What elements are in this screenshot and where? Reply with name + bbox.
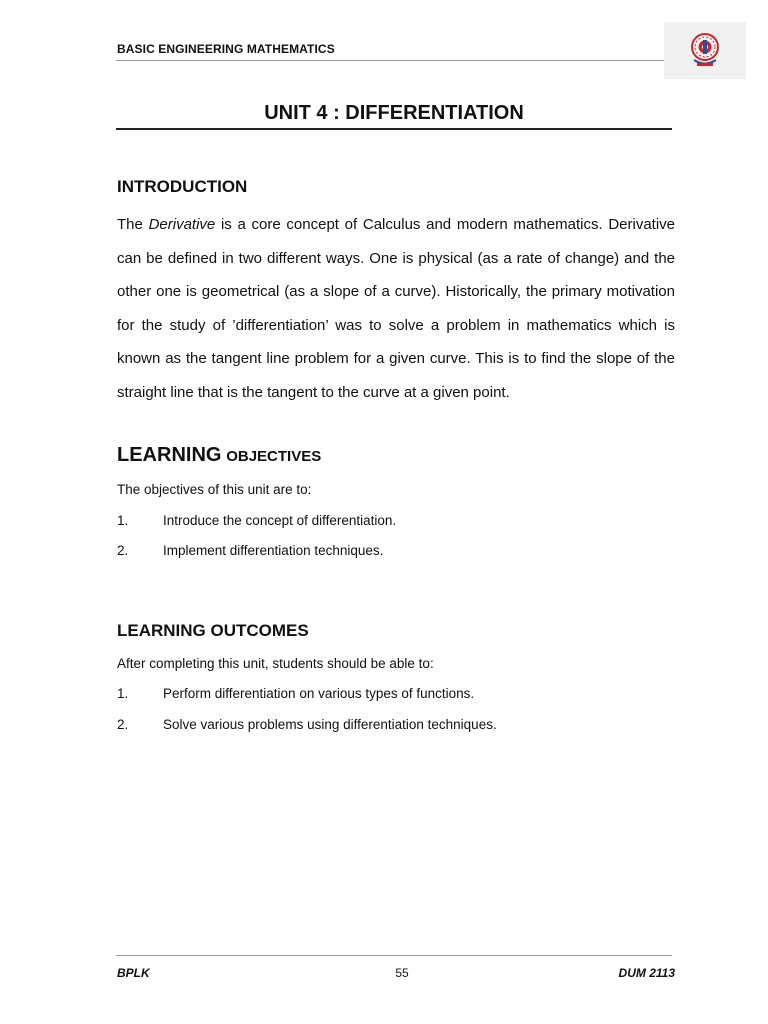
outcomes-list-item [117,717,497,732]
page-number: 55 [395,966,409,980]
institution-crest-icon [688,30,722,70]
intro-emphasis: Derivative [148,216,216,233]
unit-title: UNIT 4 : DIFFERENTIATION [264,102,524,124]
list-item-number: 1. [117,686,129,701]
objectives-list-item [117,513,396,528]
list-item-number: 1. [117,513,129,528]
intro-text-before: The [117,216,149,233]
introduction-paragraph [117,208,675,410]
list-item-text: Perform differentiation on various types of functions. [163,686,475,701]
outcomes-heading: LEARNING OUTCOMES [117,621,309,640]
objectives-list-item [117,543,383,558]
outcomes-lead: After completing this unit, students should be able to: [117,656,434,671]
objectives-heading-small: OBJECTIVES [226,448,322,465]
list-item-number: 2. [117,717,129,732]
footer-rule [116,955,672,956]
footer-left-label: BPLK [117,966,150,980]
list-item-text: Implement differentiation techniques. [163,543,384,558]
objectives-heading [117,444,321,467]
list-item-text: Introduce the concept of differentiation. [163,513,397,528]
unit-title-rule [116,128,672,130]
outcomes-list-item [117,686,474,701]
header-title: BASIC ENGINEERING MATHEMATICS [117,42,335,56]
list-item-number: 2. [117,543,129,558]
header-rule [116,60,672,61]
list-item-text: Solve various problems using differentiation techniques. [163,717,497,732]
intro-text-after: is a core concept of Calculus and modern mathematics. Derivative can be defined in two different ways. One is physical (as a rate of change) and the other one is geometrical (as a slope of a curve). Historically, the primary motivation for the study of ’differentiation’ was to solve a problem in mathematics which is known as the tangent line problem for a given curve. This is to find the slope of the straight line that is the tangent to the curve at a given point. [117,216,676,401]
objectives-heading-big: LEARNING [117,444,222,466]
objectives-lead: The objectives of this unit are to: [117,482,312,497]
logo [664,22,746,79]
introduction-heading: INTRODUCTION [117,177,248,196]
footer-course-code: DUM 2113 [618,966,675,980]
